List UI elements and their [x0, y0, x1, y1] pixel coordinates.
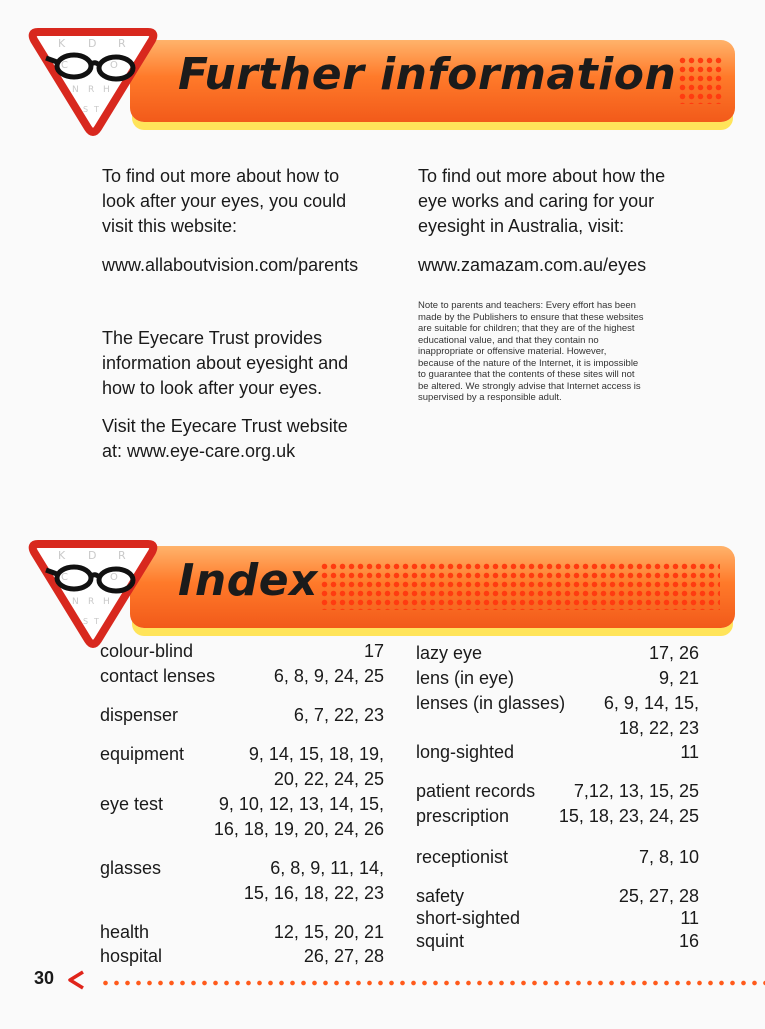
badge-letter: C [61, 60, 68, 71]
page-number: 30 [34, 968, 55, 988]
text-line: information about eyesight and [102, 353, 349, 373]
index-pages: 17 [363, 641, 384, 661]
text-line: The Eyecare Trust provides [102, 328, 323, 348]
index-pages: 18, 22, 23 [618, 718, 699, 738]
badge-letter: D [88, 37, 97, 50]
further-information-title: Further information [178, 49, 677, 100]
index-term: contact lenses [100, 666, 216, 686]
eyecare-trust-visit [102, 414, 348, 464]
note-line: supervised by a responsible adult. [418, 392, 562, 403]
badge-letter: O [110, 572, 118, 583]
index-entry [416, 929, 699, 954]
badge-letter: C [61, 572, 68, 583]
badge-letter: O [110, 60, 118, 71]
badge-letter: R [118, 549, 126, 562]
badge-letter: S [83, 105, 89, 114]
text-line: eye works and caring for your [418, 191, 655, 211]
zamazam-link[interactable]: www.zamazam.com.au/eyes [418, 255, 647, 275]
index-entry [100, 920, 384, 945]
text-line: To find out more about how to [102, 166, 340, 186]
index-pages: 6, 8, 9, 24, 25 [273, 666, 384, 686]
text-line: eyesight in Australia, visit: [418, 216, 625, 236]
badge-letter: H [103, 597, 110, 607]
note-line: made by the Publishers to ensure that these websites [418, 311, 644, 323]
index-term: health [100, 922, 150, 942]
text-line: To find out more about how the [418, 166, 666, 186]
index-term: receptionist [416, 847, 509, 867]
eye-chart-glasses-icon [28, 532, 158, 650]
index-pages: 12, 15, 20, 21 [273, 922, 384, 942]
index-title: Index [178, 555, 318, 606]
banner-dots [678, 56, 724, 104]
banner-dots [320, 562, 720, 610]
index-pages: 11 [680, 908, 699, 928]
right-intro-text [418, 164, 665, 239]
index-pages: 9, 10, 12, 13, 14, 15, [218, 794, 384, 814]
index-pages: 11 [680, 742, 699, 762]
index-pages: 7,12, 13, 15, 25 [573, 781, 699, 801]
text-line: visit this website: [102, 216, 238, 236]
index-term: safety [416, 886, 465, 906]
index-entry [416, 779, 699, 804]
index-pages: 16, 18, 19, 20, 24, 26 [213, 819, 384, 839]
text-line: Visit the Eyecare Trust website [102, 416, 348, 436]
index-term: prescription [416, 806, 510, 826]
note-line: inappropriate or offensive material. However, [418, 346, 607, 357]
index-term: lazy eye [416, 643, 483, 663]
index-term: equipment [100, 744, 185, 764]
index-banner [130, 546, 735, 628]
index-entry [100, 792, 384, 842]
index-entry [100, 703, 384, 728]
index-entry [416, 666, 699, 691]
badge-letter: R [88, 85, 95, 95]
index-pages: 15, 16, 18, 22, 23 [243, 883, 384, 903]
badge-letter: D [88, 549, 97, 562]
index-pages: 7, 8, 10 [638, 847, 699, 867]
arrow-left-icon [66, 969, 86, 991]
note-line: Note to parents and teachers: Every effort has been [418, 300, 636, 311]
index-entry [416, 845, 699, 870]
index-pages: 6, 8, 9, 11, 14, [270, 858, 384, 878]
index-entry [100, 639, 384, 664]
index-term: eye test [100, 794, 164, 814]
index-term: lenses (in glasses) [416, 693, 566, 713]
further-information-banner [130, 40, 735, 122]
badge-letter: T [86, 572, 93, 583]
index-term: colour-blind [100, 641, 194, 661]
text-line: how to look after your eyes. [102, 378, 323, 398]
badge-letter: N [72, 85, 79, 95]
index-pages: 17, 26 [648, 643, 699, 663]
index-term: glasses [100, 858, 162, 878]
index-entry [416, 740, 699, 765]
badge-letter: H [103, 85, 110, 95]
index-term: dispenser [100, 705, 179, 725]
left-intro-text [102, 164, 346, 239]
note-line: be altered. We strongly advise that Internet access is [418, 380, 641, 392]
note-line: to guarantee that the contents of these sites will not [418, 369, 635, 380]
badge-letter: K [58, 37, 66, 50]
index-entry [416, 906, 699, 931]
index-entry [100, 944, 384, 969]
badge-letter: T [94, 105, 99, 114]
badge-letter: N [72, 597, 79, 607]
index-entry [100, 742, 384, 792]
eyecare-trust-text [102, 326, 348, 401]
index-pages: 16 [678, 931, 699, 951]
badge-letter: S [83, 617, 89, 626]
allaboutvision-link[interactable]: www.allaboutvision.com/parents [102, 255, 359, 275]
note-line: educational value, and that they contain no [418, 334, 599, 346]
text-line: look after your eyes, you could [102, 191, 347, 211]
index-pages: 9, 14, 15, 18, 19, [248, 744, 384, 764]
badge-letter: T [86, 60, 93, 71]
index-entry [416, 804, 699, 829]
index-term: squint [416, 931, 465, 951]
badge-letter: K [58, 549, 66, 562]
badge-letter: T [94, 617, 99, 626]
badge-letter: R [118, 37, 126, 50]
note-line: are suitable for children; that they are of the highest [418, 323, 635, 334]
index-term: hospital [100, 946, 163, 966]
index-term: short-sighted [416, 908, 521, 928]
index-pages: 25, 27, 28 [618, 886, 699, 906]
index-pages: 15, 18, 23, 24, 25 [558, 806, 699, 826]
index-pages: 20, 22, 24, 25 [273, 769, 384, 789]
footer-dots [100, 978, 765, 988]
index-entry [100, 856, 384, 906]
index-entry [100, 664, 384, 689]
text-line[interactable]: at: www.eye-care.org.uk [102, 441, 296, 461]
index-term: lens (in eye) [416, 668, 515, 688]
note-line: because of the nature of the Internet, it is impossible [418, 357, 639, 369]
badge-letter: R [88, 597, 95, 607]
index-pages: 6, 9, 14, 15, [603, 693, 699, 713]
index-pages: 6, 7, 22, 23 [293, 705, 384, 725]
parents-teachers-note [418, 300, 644, 404]
index-term: patient records [416, 781, 536, 801]
index-term: long-sighted [416, 742, 515, 762]
index-entry [416, 691, 699, 741]
index-pages: 9, 21 [658, 668, 699, 688]
eye-chart-glasses-icon [28, 20, 158, 138]
index-entry [416, 641, 699, 666]
index-pages: 26, 27, 28 [303, 946, 384, 966]
